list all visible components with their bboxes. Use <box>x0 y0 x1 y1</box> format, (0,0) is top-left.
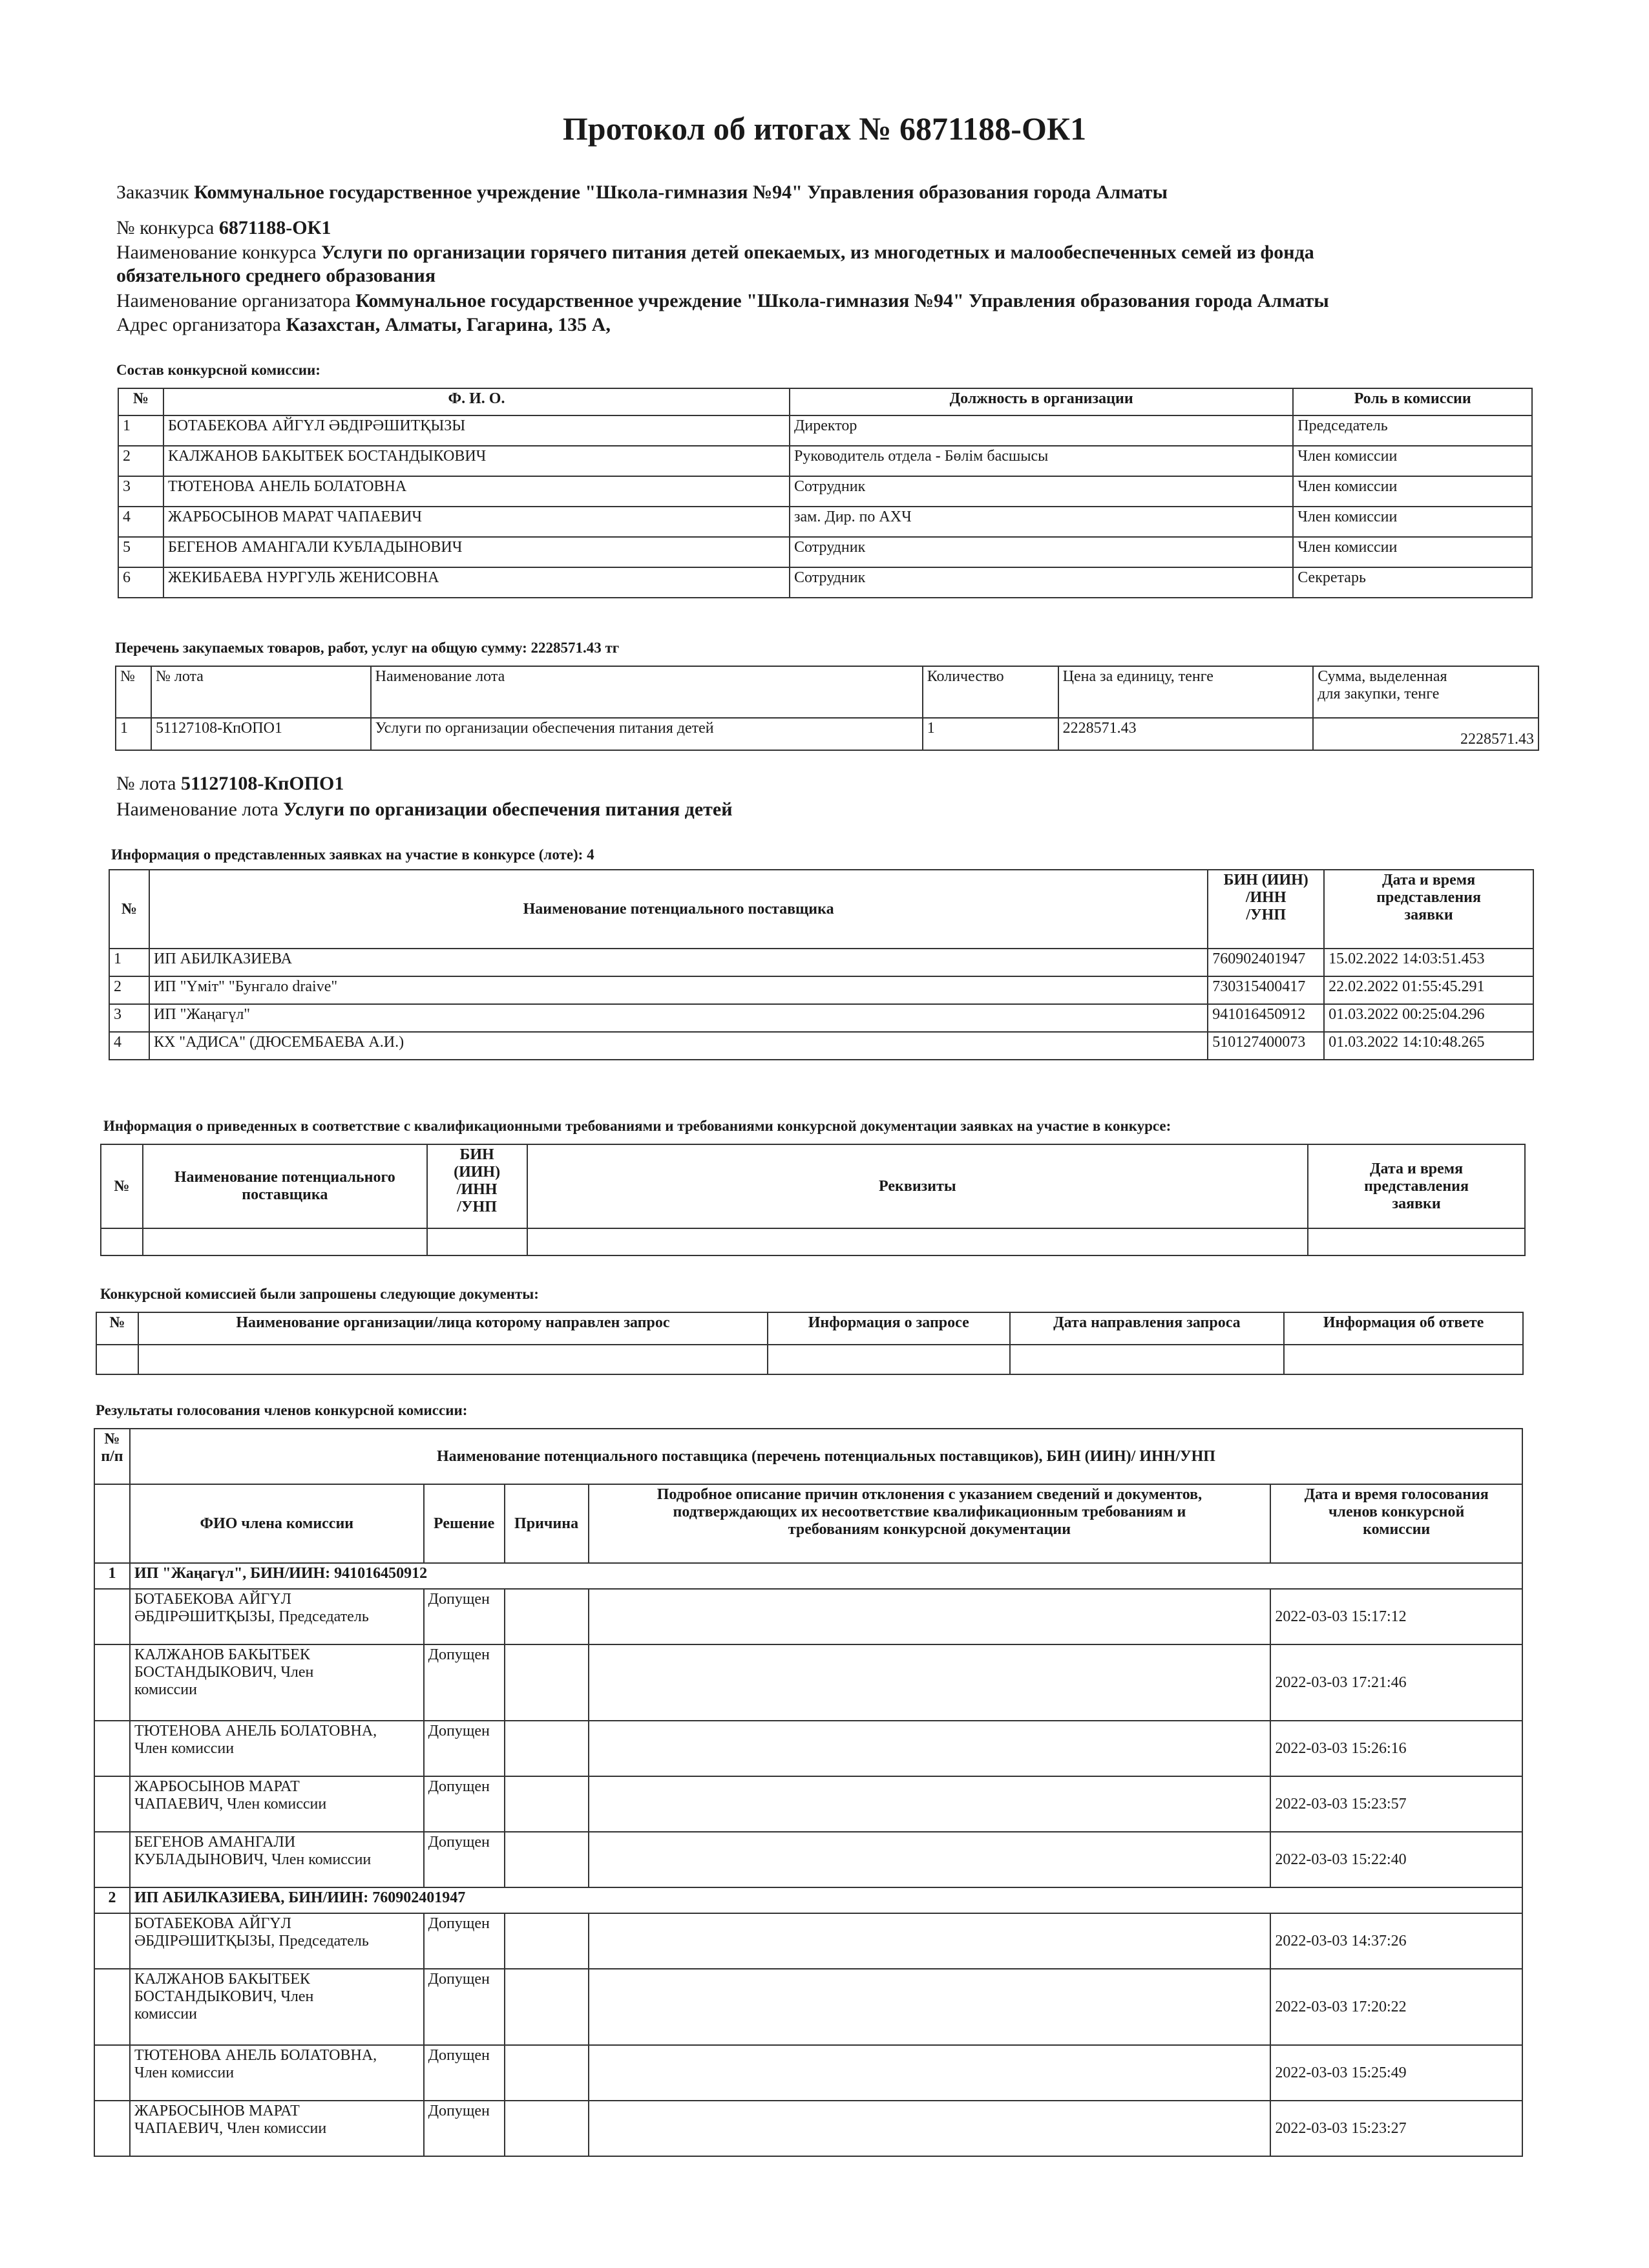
table-row <box>118 476 1532 507</box>
cell: Директор <box>790 415 1293 446</box>
cell: 2 <box>109 976 149 1004</box>
table-row <box>109 1004 1533 1032</box>
vote-decision: Допущен <box>424 1776 505 1832</box>
col-no-line2: п/п <box>101 1448 123 1465</box>
applications-table <box>109 869 1534 1060</box>
vote-fio-line: ӘБДІРӘШИТҚЫЗЫ, Председатель <box>134 1933 369 1949</box>
vote-fio <box>130 1832 424 1887</box>
cell <box>94 1776 130 1832</box>
cell: КХ "АДИСА" (ДЮСЕМБАЕВА А.И.) <box>149 1032 1208 1060</box>
cell <box>94 2045 130 2101</box>
vote-decision: Допущен <box>424 1644 505 1721</box>
vote-date: 2022-03-03 15:26:16 <box>1270 1721 1522 1776</box>
cell <box>1010 1345 1285 1374</box>
col-role: Роль в комиссии <box>1293 388 1532 415</box>
qualified-table <box>100 1144 1526 1256</box>
cell <box>527 1228 1308 1255</box>
cell <box>94 2101 130 2156</box>
col-quantity: Количество <box>923 666 1058 718</box>
vote-fio-line: Член комиссии <box>134 1740 235 1757</box>
col-position: Должность в организации <box>790 388 1293 415</box>
vote-row <box>94 1832 1522 1887</box>
col-bin <box>1208 870 1324 949</box>
vote-reason <box>505 1721 589 1776</box>
col-bin-line3: /УНП <box>1246 907 1286 923</box>
contest-name-line-2 <box>116 264 436 288</box>
contest-name-value-2: обязательного среднего образования <box>116 265 436 286</box>
vote-fio <box>130 1969 424 2045</box>
table-row <box>118 415 1532 446</box>
qualified-heading: Информация о приведенных в соответствие с квалификационными требованиями и требованиями конкурсной документации заявках на участие в конкурсе: <box>103 1118 1171 1134</box>
col-supplier: Наименование потенциального поставщика <box>149 870 1208 949</box>
col-date <box>1324 870 1533 949</box>
cell: Председатель <box>1293 415 1532 446</box>
cell <box>427 1228 527 1255</box>
vote-fio <box>130 1644 424 1721</box>
vote-row <box>94 1589 1522 1644</box>
vote-fio-line: Член комиссии <box>134 2064 235 2081</box>
cell <box>96 1345 138 1374</box>
vote-row <box>94 2045 1522 2101</box>
vote-date: 2022-03-03 17:20:22 <box>1270 1969 1522 2045</box>
cell <box>101 1228 143 1255</box>
vote-description <box>589 2045 1271 2101</box>
col-date <box>1308 1144 1525 1228</box>
cell <box>94 1589 130 1644</box>
commission-header-row <box>118 388 1532 415</box>
cell: ИП "Жаңагүл" <box>149 1004 1208 1032</box>
cell: 1 <box>923 718 1058 750</box>
cell: ЖЕКИБАЕВА НУРГУЛЬ ЖЕНИСОВНА <box>163 567 790 598</box>
vote-fio <box>130 2101 424 2156</box>
table-row <box>116 718 1539 750</box>
contest-name-line <box>116 241 1314 264</box>
table-row <box>101 1228 1525 1255</box>
cell: ИП АБИЛКАЗИЕВА <box>149 949 1208 976</box>
col-bin-line4: /УНП <box>457 1199 497 1215</box>
vote-row <box>94 1776 1522 1832</box>
commission-table <box>118 388 1533 598</box>
vote-decision: Допущен <box>424 2101 505 2156</box>
vote-fio-line: комиссии <box>134 2006 197 2022</box>
col-organization: Наименование организации/лица которому направлен запрос <box>138 1312 768 1345</box>
table-row <box>118 507 1532 537</box>
vote-fio <box>130 1776 424 1832</box>
cell <box>94 1721 130 1776</box>
cell: ТЮТЕНОВА АНЕЛЬ БОЛАТОВНА <box>163 476 790 507</box>
cell <box>94 1913 130 1969</box>
vote-decision: Допущен <box>424 1969 505 2045</box>
vote-description <box>589 1644 1271 1721</box>
cell: 15.02.2022 14:03:51.453 <box>1324 949 1533 976</box>
cell: 760902401947 <box>1208 949 1324 976</box>
vote-description <box>589 1589 1271 1644</box>
cell: 1 <box>118 415 163 446</box>
cell: 3 <box>109 1004 149 1032</box>
protocol-title: Протокол об итогах № 6871188-ОК1 <box>562 110 1087 147</box>
vote-row <box>94 1721 1522 1776</box>
col-bin-line2: /ИНН <box>1245 889 1287 906</box>
cell: 730315400417 <box>1208 976 1324 1004</box>
cell: 6 <box>118 567 163 598</box>
customer-value: Коммунальное государственное учреждение "Школа-гимназия №94" Управления образования города Алматы <box>194 182 1168 203</box>
applications-header-row <box>109 870 1533 949</box>
voting-table <box>94 1428 1523 2157</box>
col-decision: Решение <box>424 1484 505 1563</box>
col-no: № <box>96 1312 138 1345</box>
col-no: № <box>101 1144 143 1228</box>
col-vote-date-line3: комиссии <box>1363 1521 1431 1538</box>
cell: Сотрудник <box>790 567 1293 598</box>
requests-header-row <box>96 1312 1523 1345</box>
vote-fio-line: ЖАРБОСЫНОВ МАРАТ <box>134 2103 300 2119</box>
table-row <box>109 1032 1533 1060</box>
contest-name-value-1: Услуги по организации горячего питания детей опекаемых, из многодетных и малообеспеченных семей из фонда <box>321 242 1314 263</box>
col-no: № <box>116 666 151 718</box>
col-fio: ФИО члена комиссии <box>130 1484 424 1563</box>
vote-fio <box>130 1589 424 1644</box>
col-date-line3: заявки <box>1392 1195 1441 1212</box>
col-description-line2: подтверждающих их несоответствие квалификационным требованиям и <box>673 1504 1186 1520</box>
vote-reason <box>505 1969 589 2045</box>
vote-fio-line: КАЛЖАНОВ БАКЫТБЕК <box>134 1971 310 1988</box>
col-sum <box>1313 666 1539 718</box>
vote-description <box>589 1776 1271 1832</box>
vote-fio-line: ТЮТЕНОВА АНЕЛЬ БОЛАТОВНА, <box>134 1723 377 1739</box>
col-no: № <box>109 870 149 949</box>
vote-description <box>589 2101 1271 2156</box>
col-supplier-header: Наименование потенциального поставщика (перечень потенциальных поставщиков), БИН (ИИН)/ ИНН/УНП <box>130 1429 1522 1484</box>
vote-fio-line: БОСТАНДЫКОВИЧ, Член <box>134 1988 314 2005</box>
col-supplier-line2: поставщика <box>242 1186 328 1203</box>
vote-decision: Допущен <box>424 1913 505 1969</box>
cell: Член комиссии <box>1293 537 1532 567</box>
vote-row <box>94 1644 1522 1721</box>
vote-fio-line: ӘБДІРӘШИТҚЫЗЫ, Председатель <box>134 1608 369 1625</box>
vote-date: 2022-03-03 15:22:40 <box>1270 1832 1522 1887</box>
lot-no-value: 51127108-КпОПО1 <box>181 773 344 794</box>
cell <box>94 1832 130 1887</box>
cell: 22.02.2022 01:55:45.291 <box>1324 976 1533 1004</box>
col-requisites: Реквизиты <box>527 1144 1308 1228</box>
col-no: № <box>118 388 163 415</box>
vote-fio-line: ЧАПАЕВИЧ, Член комиссии <box>134 1796 327 1812</box>
vote-fio-line: БОТАБЕКОВА АЙГҮЛ <box>134 1915 291 1932</box>
cell: 4 <box>118 507 163 537</box>
cell: БЕГЕНОВ АМАНГАЛИ КУБЛАДЫНОВИЧ <box>163 537 790 567</box>
cell: 2228571.43 <box>1313 718 1539 750</box>
vote-date: 2022-03-03 15:23:57 <box>1270 1776 1522 1832</box>
contest-name-label: Наименование конкурса <box>116 242 317 263</box>
col-vote-date-line2: членов конкурсной <box>1329 1504 1465 1520</box>
lot-name-label: Наименование лота <box>116 799 278 820</box>
contest-no-value: 6871188-ОК1 <box>218 217 331 238</box>
col-lot-no: № лота <box>151 666 371 718</box>
col-fio: Ф. И. О. <box>163 388 790 415</box>
vote-description <box>589 1969 1271 2045</box>
col-description <box>589 1484 1271 1563</box>
col-bin-line2: (ИИН) <box>454 1164 501 1181</box>
col-lot-name: Наименование лота <box>371 666 923 718</box>
cell: 510127400073 <box>1208 1032 1324 1060</box>
organizer-name-value: Коммунальное государственное учреждение "Школа-гимназия №94" Управления образования города Алматы <box>355 290 1329 311</box>
col-date-line1: Дата и время <box>1370 1160 1464 1177</box>
cell: Член комиссии <box>1293 507 1532 537</box>
goods-heading: Перечень закупаемых товаров, работ, услуг на общую сумму: 2228571.43 тг <box>115 640 620 656</box>
table-row <box>109 949 1533 976</box>
col-bin <box>427 1144 527 1228</box>
col-reason: Причина <box>505 1484 589 1563</box>
cell: Сотрудник <box>790 476 1293 507</box>
cell <box>1308 1228 1525 1255</box>
requests-heading: Конкурсной комиссией были запрошены следующие документы: <box>100 1286 539 1302</box>
cell: зам. Дир. по АХЧ <box>790 507 1293 537</box>
group-supplier: ИП АБИЛКАЗИЕВА, БИН/ИИН: 760902401947 <box>130 1887 1522 1913</box>
cell: 5 <box>118 537 163 567</box>
requests-table <box>96 1312 1524 1375</box>
col-bin-line1: БИН <box>459 1146 494 1163</box>
vote-description <box>589 1832 1271 1887</box>
col-no <box>94 1429 130 1484</box>
col-vote-date <box>1270 1484 1522 1563</box>
voting-header-row-2 <box>94 1484 1522 1563</box>
vote-fio-line: БЕГЕНОВ АМАНГАЛИ <box>134 1834 296 1851</box>
lot-no-line <box>116 772 344 795</box>
vote-fio-line: КУБЛАДЫНОВИЧ, Член комиссии <box>134 1851 372 1868</box>
col-unit-price: Цена за единицу, тенге <box>1058 666 1314 718</box>
vote-fio-line: ТЮТЕНОВА АНЕЛЬ БОЛАТОВНА, <box>134 2047 377 2064</box>
cell <box>138 1345 768 1374</box>
col-date-line2: представления <box>1364 1177 1469 1195</box>
cell: Услуги по организации обеспечения питания детей <box>371 718 923 750</box>
vote-reason <box>505 1589 589 1644</box>
group-no: 1 <box>94 1563 130 1589</box>
cell: 1 <box>109 949 149 976</box>
col-supplier <box>143 1144 427 1228</box>
organizer-address-label: Адрес организатора <box>116 314 281 335</box>
vote-decision: Допущен <box>424 1721 505 1776</box>
col-bin-line1: БИН (ИИН) <box>1223 872 1308 888</box>
vote-fio-line: ЧАПАЕВИЧ, Член комиссии <box>134 2120 327 2137</box>
vote-fio-line: ЖАРБОСЫНОВ МАРАТ <box>134 1778 300 1795</box>
col-description-line1: Подробное описание причин отклонения с указанием сведений и документов, <box>656 1486 1203 1503</box>
vote-row <box>94 2101 1522 2156</box>
col-sum-line1: Сумма, выделенная <box>1318 668 1447 685</box>
col-empty <box>94 1484 130 1563</box>
vote-fio <box>130 1913 424 1969</box>
vote-decision: Допущен <box>424 1589 505 1644</box>
table-row <box>118 446 1532 476</box>
cell: 941016450912 <box>1208 1004 1324 1032</box>
vote-row <box>94 1969 1522 2045</box>
applications-heading: Информация о представленных заявках на участие в конкурсе (лоте): 4 <box>111 846 594 863</box>
lot-name-line <box>116 798 732 821</box>
col-bin-line3: /ИНН <box>456 1181 498 1198</box>
organizer-name-label: Наименование организатора <box>116 290 351 311</box>
vote-fio <box>130 2045 424 2101</box>
cell: КАЛЖАНОВ БАКЫТБЕК БОСТАНДЫКОВИЧ <box>163 446 790 476</box>
col-date-line3: заявки <box>1404 907 1453 923</box>
cell: 51127108-КпОПО1 <box>151 718 371 750</box>
voting-header-row-1 <box>94 1429 1522 1484</box>
col-request-date: Дата направления запроса <box>1010 1312 1285 1345</box>
vote-fio-line: КАЛЖАНОВ БАКЫТБЕК <box>134 1646 310 1663</box>
cell: 01.03.2022 14:10:48.265 <box>1324 1032 1533 1060</box>
cell <box>1284 1345 1523 1374</box>
table-row <box>118 567 1532 598</box>
organizer-address-line <box>116 313 611 337</box>
vote-reason <box>505 1913 589 1969</box>
vote-reason <box>505 2045 589 2101</box>
vote-fio-line: БОТАБЕКОВА АЙГҮЛ <box>134 1591 291 1608</box>
vote-description <box>589 1913 1271 1969</box>
cell <box>94 1969 130 2045</box>
group-supplier: ИП "Жаңагүл", БИН/ИИН: 941016450912 <box>130 1563 1522 1589</box>
group-no: 2 <box>94 1887 130 1913</box>
vote-date: 2022-03-03 15:17:12 <box>1270 1589 1522 1644</box>
cell <box>768 1345 1010 1374</box>
col-sum-line2: для закупки, тенге <box>1318 686 1440 702</box>
col-date-line1: Дата и время <box>1382 872 1476 888</box>
vote-decision: Допущен <box>424 2045 505 2101</box>
vote-decision: Допущен <box>424 1832 505 1887</box>
vote-reason <box>505 1832 589 1887</box>
col-no-line1: № <box>104 1431 120 1447</box>
col-response-info: Информация об ответе <box>1284 1312 1523 1345</box>
contest-no-label: № конкурса <box>116 217 215 238</box>
vote-date: 2022-03-03 14:37:26 <box>1270 1913 1522 1969</box>
table-row <box>109 976 1533 1004</box>
contest-no-line <box>116 216 331 240</box>
vote-row <box>94 1913 1522 1969</box>
organizer-name-line <box>116 289 1329 313</box>
table-row <box>118 537 1532 567</box>
vote-fio-line: комиссии <box>134 1681 197 1698</box>
cell: 3 <box>118 476 163 507</box>
cell: 01.03.2022 00:25:04.296 <box>1324 1004 1533 1032</box>
vote-fio <box>130 1721 424 1776</box>
vote-fio-line: БОСТАНДЫКОВИЧ, Член <box>134 1664 314 1681</box>
col-date-line2: представления <box>1376 889 1481 906</box>
cell: БОТАБЕКОВА АЙГҮЛ ӘБДІРӘШИТҚЫЗЫ <box>163 415 790 446</box>
cell: Руководитель отдела - Бөлім басшысы <box>790 446 1293 476</box>
cell <box>94 1644 130 1721</box>
vote-reason <box>505 1776 589 1832</box>
vote-reason <box>505 2101 589 2156</box>
cell: ИП "Үміт" "Бунгало draive" <box>149 976 1208 1004</box>
commission-heading: Состав конкурсной комиссии: <box>116 362 320 378</box>
cell: 2228571.43 <box>1058 718 1314 750</box>
qualified-header-row <box>101 1144 1525 1228</box>
cell <box>143 1228 427 1255</box>
vote-date: 2022-03-03 17:21:46 <box>1270 1644 1522 1721</box>
col-vote-date-line1: Дата и время голосования <box>1304 1486 1489 1503</box>
table-row <box>96 1345 1523 1374</box>
vote-reason <box>505 1644 589 1721</box>
customer-label: Заказчик <box>116 182 189 203</box>
cell: Член комиссии <box>1293 446 1532 476</box>
voting-heading: Результаты голосования членов конкурсной комиссии: <box>96 1402 468 1418</box>
organizer-address-value: Казахстан, Алматы, Гагарина, 135 А, <box>286 314 611 335</box>
cell: 1 <box>116 718 151 750</box>
goods-table <box>115 666 1539 751</box>
vote-date: 2022-03-03 15:23:27 <box>1270 2101 1522 2156</box>
supplier-group-row <box>94 1887 1522 1913</box>
customer-line <box>116 181 1168 204</box>
cell: Сотрудник <box>790 537 1293 567</box>
supplier-group-row <box>94 1563 1522 1589</box>
col-request-info: Информация о запросе <box>768 1312 1010 1345</box>
col-supplier-line1: Наименование потенциального <box>174 1169 395 1186</box>
cell: 4 <box>109 1032 149 1060</box>
cell: Член комиссии <box>1293 476 1532 507</box>
lot-name-value: Услуги по организации обеспечения питания детей <box>283 799 733 820</box>
cell: Секретарь <box>1293 567 1532 598</box>
col-description-line3: требованиям конкурсной документации <box>788 1521 1071 1538</box>
cell: 2 <box>118 446 163 476</box>
lot-no-label: № лота <box>116 773 176 794</box>
vote-description <box>589 1721 1271 1776</box>
goods-header-row <box>116 666 1539 718</box>
cell: ЖАРБОСЫНОВ МАРАТ ЧАПАЕВИЧ <box>163 507 790 537</box>
vote-date: 2022-03-03 15:25:49 <box>1270 2045 1522 2101</box>
